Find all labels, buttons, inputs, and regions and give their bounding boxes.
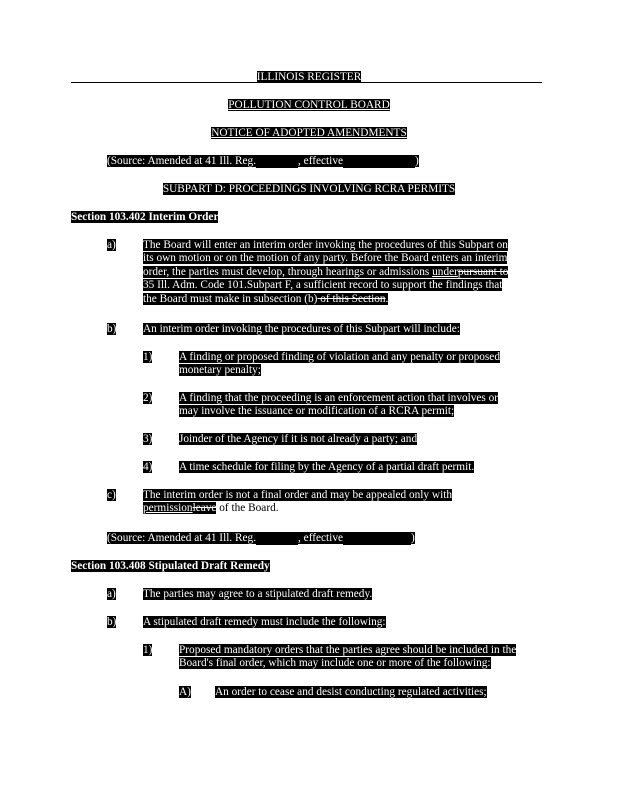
- section2-b-label: b): [107, 616, 117, 628]
- section1-b-label: b): [107, 323, 117, 335]
- section1-b2-num: 2): [143, 392, 153, 404]
- section1-b4-text: A time schedule for filing by the Agency of a partial draft permit.: [179, 461, 475, 473]
- section1-a-paragraph: The Board will enter an interim order invoking the procedures of this Subpart on its own motion or on the motion of any party. Before the Board enters an interim order, the parties must develop, through hearings or admissions underpursuant to 35 Ill. Adm. Code 101.Subpart F, a sufficient record to support the findings that the Board must make in subsection (b) of this Section.: [143, 239, 509, 305]
- section1-a-label: a): [107, 239, 116, 251]
- section2-a-text: The parties may agree to a stipulated draft remedy.: [143, 588, 373, 600]
- section1-b3-num: 3): [143, 433, 153, 445]
- section2-b1-num: 1): [143, 644, 153, 656]
- register-title: ILLINOIS REGISTER: [256, 71, 362, 83]
- section-103-402-heading: Section 103.402 Interim Order: [71, 211, 219, 223]
- section2-b-text: A stipulated draft remedy must include the following:: [143, 616, 386, 628]
- section1-b2-text: A finding that the proceeding is an enforcement action that involves or may involve the issuance or modification of a RCRA permit;: [179, 392, 499, 418]
- source-note-1: (Source: Amended at 41 Ill. Reg. , effective ): [107, 155, 419, 167]
- notice-title: NOTICE OF ADOPTED AMENDMENTS: [211, 127, 407, 139]
- section1-b4-num: 4): [143, 461, 153, 473]
- source-note-2: (Source: Amended at 41 Ill. Reg. , effective ): [107, 532, 415, 544]
- section1-c-paragraph: The interim order is not a final order and may be appealed only with permissionleave of the Board.: [143, 489, 452, 515]
- section1-b1-text: A finding or proposed finding of violation and any penalty or proposed monetary penalty;: [179, 351, 500, 377]
- section2-b1A-num: A): [179, 686, 191, 698]
- section2-b1A-text: An order to cease and desist conducting regulated activities;: [215, 686, 487, 698]
- section2-b1-text: Proposed mandatory orders that the parties agree should be included in the Board's final order, which may include one or more of the following:: [179, 644, 517, 670]
- section1-b1-num: 1): [143, 351, 153, 363]
- section1-c-label: c): [107, 489, 116, 501]
- section1-b-text: An interim order invoking the procedures of this Subpart will include:: [143, 323, 460, 335]
- section-103-408-heading: Section 103.408 Stipulated Draft Remedy: [71, 560, 270, 572]
- section1-b3-text: Joinder of the Agency if it is not already a party; and: [179, 433, 418, 445]
- subpart-title: SUBPART D: PROCEEDINGS INVOLVING RCRA PERMITS: [162, 183, 456, 195]
- board-title: POLLUTION CONTROL BOARD: [228, 99, 390, 111]
- section2-a-label: a): [107, 588, 116, 600]
